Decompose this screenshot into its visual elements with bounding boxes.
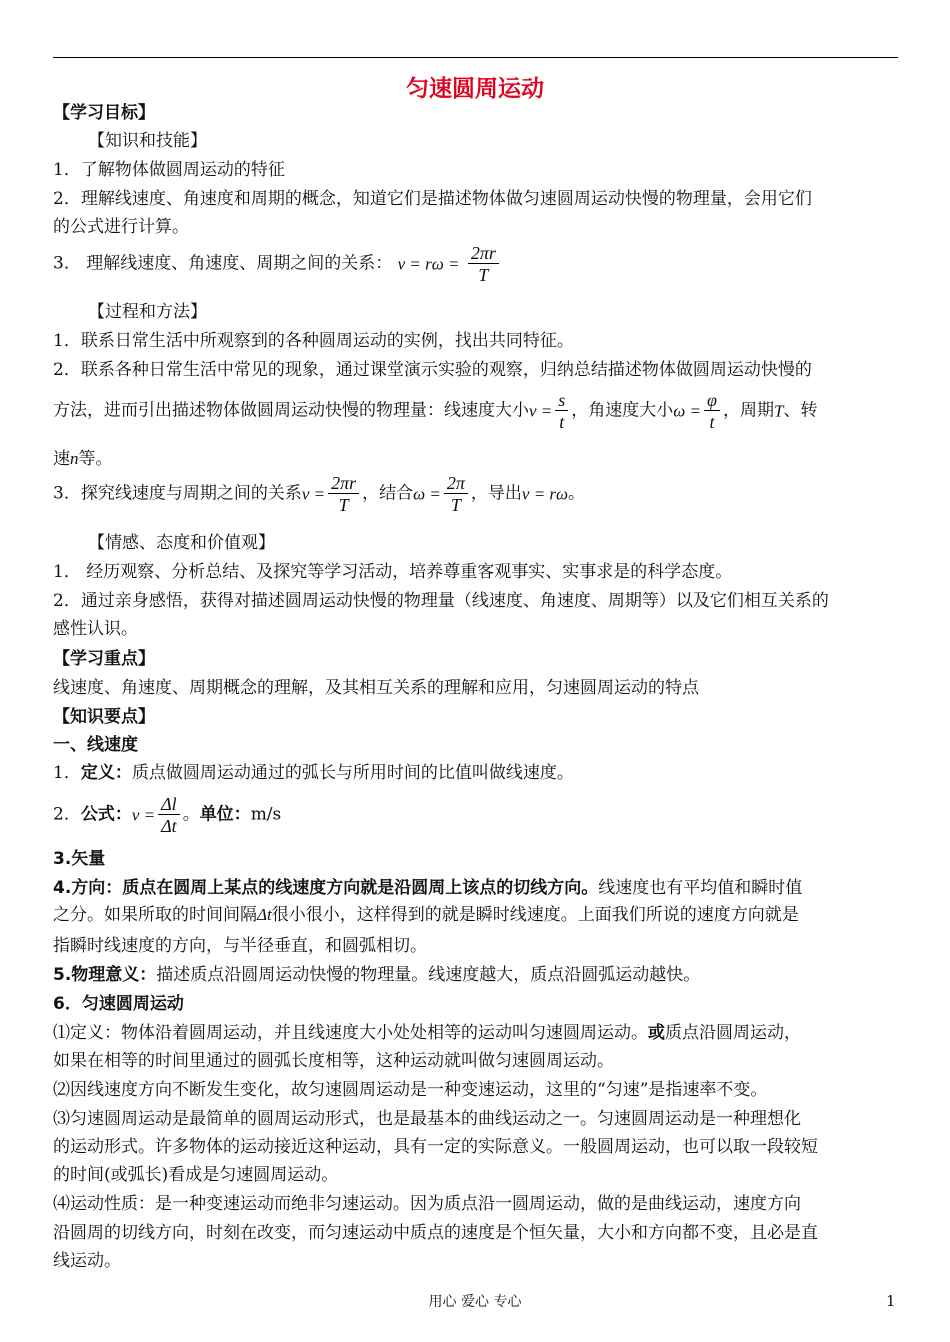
point-3-vector: 3.矢量	[53, 849, 106, 869]
knowledge-item-3: 3． 理解线速度、角速度、周期之间的关系： v = rω = $\frac{2\pi r}{T}$	[53, 244, 502, 284]
formula-v-eq: v = rω =	[397, 254, 460, 274]
point-5-meaning: 5.物理意义：描述质点沿圆周运动快慢的物理量。线速度越大，质点沿圆弧运动越快。	[53, 965, 701, 985]
subheading-knowledge: 【知识和技能】	[88, 131, 207, 151]
knowledge-item-2-line2: 的公式进行计算。	[53, 217, 189, 237]
knowledge-item-2-line1: 2．理解线速度、角速度和周期的概念，知道它们是描述物体做匀速圆周运动快慢的物理量，会用它们	[53, 189, 812, 209]
values-item-2-line2: 感性认识。	[53, 619, 138, 639]
point-1-definition: 1．定义：质点做圆周运动通过的弧长与所用时间的比值叫做线速度。	[53, 763, 574, 783]
uniform-4-line3: 线运动。	[53, 1251, 121, 1271]
process-item-1: 1．联系日常生活中所观察到的各种圆周运动的实例，找出共同特征。	[53, 331, 574, 351]
process-item-2-line2: 方法，进而引出描述物体做圆周运动快慢的物理量：线速度大小v = $\frac{s}{t}$ ，角速度大小ω = $\frac{\varphi}{t}$ ，周期T、转	[53, 390, 818, 432]
section-heading-focus: 【学习重点】	[53, 649, 155, 669]
subheading-process: 【过程和方法】	[88, 302, 207, 322]
uniform-4-line2: 沿圆周的切线方向，时刻在改变，而匀速运动中质点的速度是个恒矢量，大小和方向都不变，且必是直	[53, 1223, 818, 1243]
point-4-direction-line2: 之分。如果所取的时间间隔Δt很小很小，这样得到的就是瞬时线速度。上面我们所说的速度方向就是	[53, 905, 799, 925]
focus-text: 线速度、角速度、周期概念的理解，及其相互关系的理解和应用，匀速圆周运动的特点	[53, 678, 699, 698]
page-number: 1	[886, 1292, 896, 1310]
uniform-1-line2: 如果在相等的时间里通过的圆弧长度相等，这种运动就叫做匀速圆周运动。	[53, 1051, 614, 1071]
document-title: 匀速圆周运动	[406, 76, 544, 102]
formula-fraction: $\frac{2\pi r}{T}$	[468, 244, 499, 284]
process-item-3: 3．探究线速度与周期之间的关系v = $\frac{2\pi r}{T}$ ，结合ω = $\frac{2\pi}{T}$ ，导出v = rω。	[53, 473, 586, 515]
heading-linear-velocity: 一、线速度	[53, 735, 138, 755]
uniform-3-line1: ⑶匀速圆周运动是最简单的圆周运动形式，也是最基本的曲线运动之一。匀速圆周运动是一种理想化	[53, 1109, 801, 1129]
subheading-values: 【情感、态度和价值观】	[88, 533, 275, 553]
process-item-2-line1: 2．联系各种日常生活中常见的现象，通过课堂演示实验的观察，归纳总结描述物体做圆周运动快慢的	[53, 360, 812, 380]
knowledge-item-1: 1．了解物体做圆周运动的特征	[53, 160, 285, 180]
page-footer: 用心 爱心 专心	[428, 1294, 522, 1310]
point-4-direction-line3: 指瞬时线速度的方向，与半径垂直，和圆弧相切。	[53, 936, 427, 956]
uniform-3-line3: 的时间(或弧长)看成是匀速圆周运动。	[53, 1165, 339, 1185]
section-heading-key-points: 【知识要点】	[53, 707, 155, 727]
uniform-4-line1: ⑷运动性质：是一种变速运动而绝非匀速运动。因为质点沿一圆周运动，做的是曲线运动，速度方向	[53, 1194, 801, 1214]
point-2-formula: 2．公式：v = $\frac{\Delta l}{\Delta t}$ 。单位：m/s	[53, 794, 282, 836]
section-heading-goals: 【学习目标】	[53, 103, 155, 123]
point-4-direction-line1: 4.方向：质点在圆周上某点的线速度方向就是沿圆周上该点的切线方向。线速度也有平均值和瞬时值	[53, 878, 803, 898]
header-rule	[53, 57, 898, 58]
values-item-2-line1: 2．通过亲身感悟，获得对描述圆周运动快慢的物理量（线速度、角速度、周期等）以及它们相互关系的	[53, 591, 829, 611]
uniform-2: ⑵因线速度方向不断发生变化，故匀速圆周运动是一种变速运动，这里的“匀速”是指速率不变。	[53, 1080, 768, 1100]
values-item-1: 1． 经历观察、分析总结、及探究等学习活动，培养尊重客观事实、实事求是的科学态度。	[53, 562, 733, 582]
uniform-1-line1: ⑴定义：物体沿着圆周运动，并且线速度大小处处相等的运动叫匀速圆周运动。或质点沿圆周运动，	[53, 1023, 801, 1043]
uniform-3-line2: 的运动形式。许多物体的运动接近这种运动，具有一定的实际意义。一般圆周运动，也可以取一段较短	[53, 1137, 818, 1157]
process-item-2-line3: 速n等。	[53, 449, 113, 469]
point-6-uniform-circular: 6．匀速圆周运动	[53, 994, 184, 1014]
